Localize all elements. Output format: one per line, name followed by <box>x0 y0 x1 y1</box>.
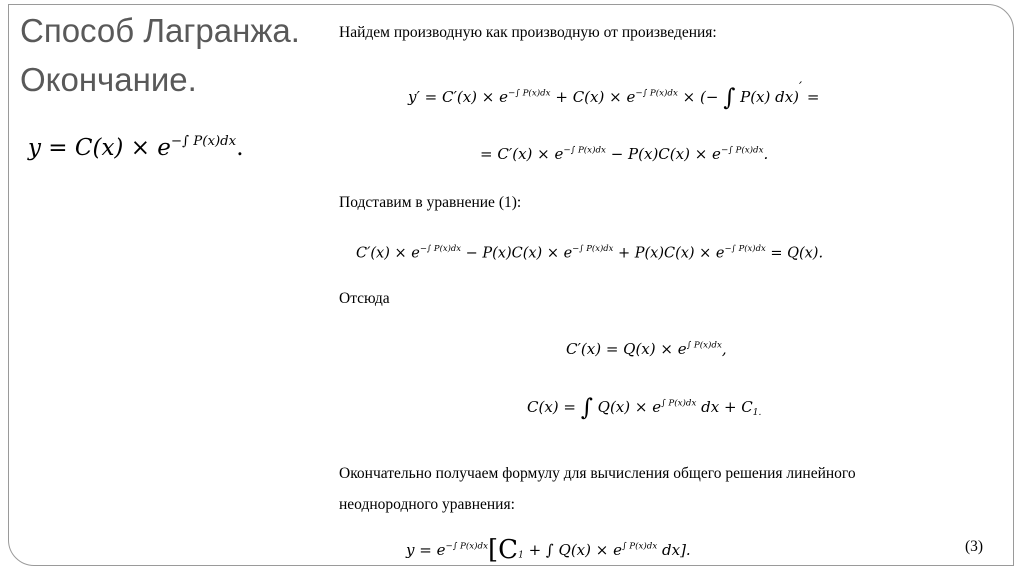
formula-derivative-1: $y' = C'(x) \times e^{-\int P(x)dx} + C(x) \times e^{-\int P(x)dx}$ × (− ∫ P(x) dx)′ = <box>408 80 820 111</box>
left-formula: $y = C(x) \times e^{-\int P(x)dx}$. <box>28 134 244 161</box>
paragraph-final-line-2: неоднородного уравнения: <box>339 496 515 513</box>
equation-number: (3) <box>965 538 984 555</box>
formula-c: C(x) = ∫ $Q(x) \times e^{\int P(x)dx}$ dx + $C_{1.}$ <box>527 394 762 421</box>
title-line-2: Окончание. <box>20 61 197 98</box>
paragraph-final-line-1: Окончательно получаем формулу для вычисления общего решения линейного <box>339 465 856 482</box>
formula-derivative-2: = $C'(x) \times e^{-\int P(x)dx} - P(x)C(x) \times e^{-\int P(x)dx}$. <box>480 145 769 163</box>
slide-title <box>20 6 330 104</box>
formula-c-prime: $C'(x) = Q(x) \times e^{\int P(x)dx}$, <box>566 340 727 358</box>
paragraph-derivative: Найдем производную как производную от произведения: <box>339 24 717 41</box>
paragraph-final <box>339 458 856 520</box>
title-line-1: Способ Лагранжа. <box>20 12 300 49</box>
paragraph-hence: Отсюда <box>339 290 390 307</box>
formula-general-solution: $y = e^{-\int P(x)dx}[C_1$ + ∫ $Q(x) \times e^{\int P(x)dx}$ dx]. <box>406 535 691 565</box>
paragraph-substitute: Подставим в уравнение (1): <box>339 194 522 211</box>
formula-substituted: $C'(x) \times e^{-\int P(x)dx} - P(x)C(x) \times e^{-\int P(x)dx} + P(x)C(x) \times e^{-\int P(x)dx} = Q(x)$. <box>356 243 824 262</box>
